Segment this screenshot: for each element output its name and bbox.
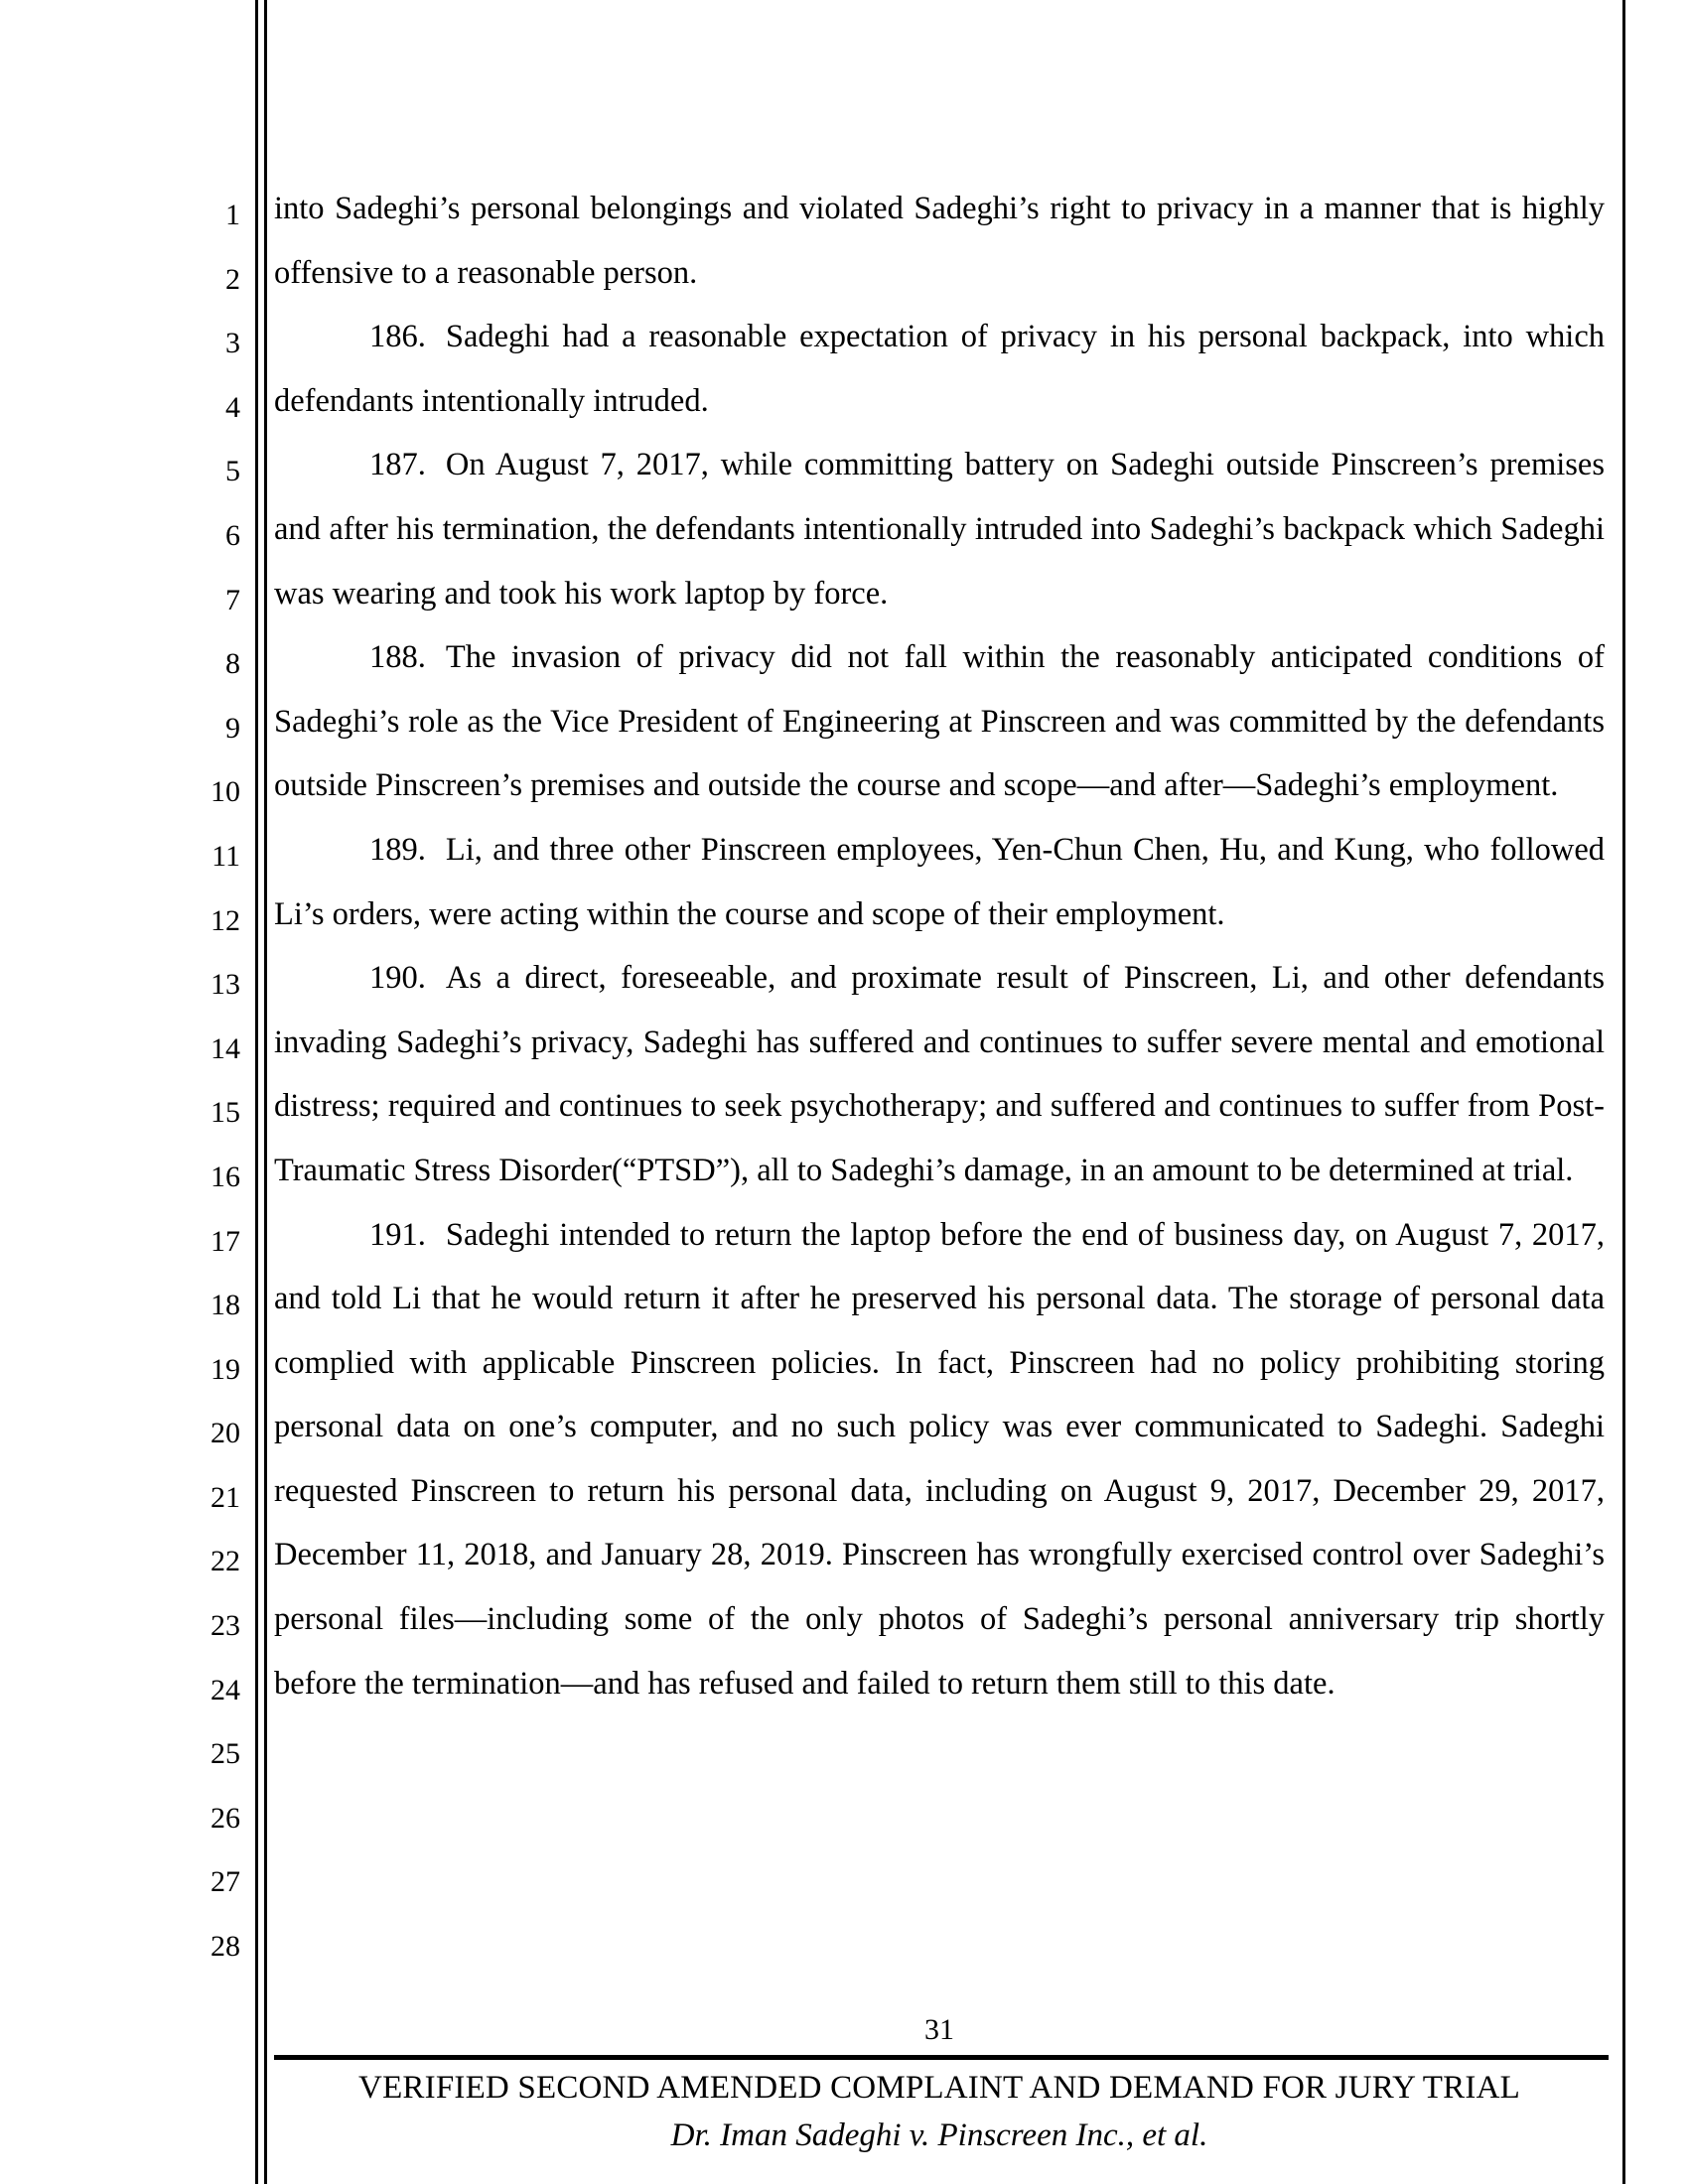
paragraph-189-text: Li, and three other Pinscreen employees, Yen-Chun Chen, Hu, and Kung, who followed Li’s orders, were acting within the course and scope of their employment. xyxy=(274,831,1605,932)
line-number: 8 xyxy=(225,647,240,681)
line-number: 11 xyxy=(211,839,240,873)
paragraph-191 xyxy=(274,1203,1605,1716)
paragraph-number-186: 186. xyxy=(369,319,426,355)
pleading-right-margin-rule xyxy=(1622,0,1625,2184)
paragraph-number-187: 187. xyxy=(369,447,426,483)
pleading-body-column xyxy=(274,177,1605,1715)
line-number: 5 xyxy=(225,455,240,488)
paragraph-number-191: 191. xyxy=(369,1216,426,1253)
line-number: 24 xyxy=(211,1673,240,1706)
line-number: 26 xyxy=(211,1801,240,1835)
line-number: 1 xyxy=(225,199,240,231)
line-number: 4 xyxy=(225,390,240,424)
line-number: 6 xyxy=(225,518,240,552)
line-number: 16 xyxy=(211,1160,240,1193)
line-number-gutter xyxy=(195,184,240,1979)
paragraph-191-text: Sadeghi intended to return the laptop before the end of business day, on August 7, 2017, and told Li that he would return it after he preserved his personal data. The storage of personal data complied with applicable Pinscreen policies. In fact, Pinscreen had no policy prohibiting storing personal data on one’s computer, and no such policy was ever communicated to Sadeghi. Sadeghi requested Pinscreen to return his personal data, including on August 9, 2017, December 29, 2017, December 11, 2018, and January 28, 2019. Pinscreen has wrongfully exercised control over Sadeghi’s personal files—including some of the only photos of Sadeghi’s personal anniversary trip shortly before the termination—and has refused and failed to return them still to this date. xyxy=(274,1216,1605,1702)
line-number: 9 xyxy=(225,711,240,745)
paragraph-continuation-text: into Sadeghi’s personal belongings and violated Sadeghi’s right to privacy in a manner that is highly offensive to a reasonable person. xyxy=(274,191,1605,291)
line-number: 12 xyxy=(211,903,240,937)
pleading-vertical-rule-inner xyxy=(255,0,258,2184)
paragraph-187-text: On August 7, 2017, while committing battery on Sadeghi outside Pinscreen’s premises and after his termination, the defendants intentionally intruded into Sadeghi’s backpack which Sadeghi was wearing and took his work laptop by force. xyxy=(274,447,1605,612)
paragraph-number-189: 189. xyxy=(369,831,426,868)
line-number: 28 xyxy=(211,1930,240,1964)
pleading-vertical-rule-outer xyxy=(264,0,267,2184)
line-number: 21 xyxy=(211,1480,240,1514)
line-number: 7 xyxy=(225,583,240,616)
line-number: 3 xyxy=(225,327,240,360)
paragraph-186 xyxy=(274,305,1605,433)
paragraph-189 xyxy=(274,818,1605,946)
paragraph-186-text: Sadeghi had a reasonable expectation of privacy in his personal backpack, into which defendants intentionally intruded. xyxy=(274,319,1605,419)
line-number: 15 xyxy=(211,1096,240,1130)
line-number: 10 xyxy=(211,775,240,809)
paragraph-continuation xyxy=(274,177,1605,305)
footer-case-caption: Dr. Iman Sadeghi v. Pinscreen Inc., et al. xyxy=(670,2117,1208,2153)
line-number: 2 xyxy=(225,262,240,296)
footer-document-title: VERIFIED SECOND AMENDED COMPLAINT AND DEMAND FOR JURY TRIAL xyxy=(358,2070,1520,2106)
line-number: 18 xyxy=(211,1289,240,1322)
page-number: 31 xyxy=(924,2013,954,2046)
line-number: 13 xyxy=(211,968,240,1002)
line-number: 22 xyxy=(211,1545,240,1578)
line-number: 17 xyxy=(211,1224,240,1258)
paragraph-number-188: 188. xyxy=(369,639,426,676)
line-number: 14 xyxy=(211,1031,240,1065)
paragraph-number-190: 190. xyxy=(369,960,426,997)
paragraph-188 xyxy=(274,625,1605,818)
line-number: 25 xyxy=(211,1737,240,1771)
paragraph-188-text: The invasion of privacy did not fall within the reasonably anticipated conditions of Sadeghi’s role as the Vice President of Engineering at Pinscreen and was committed by the defendants outside Pinscreen’s premises and outside the course and scope—and after—Sadeghi’s employment. xyxy=(274,639,1605,804)
paragraph-187 xyxy=(274,433,1605,625)
paragraph-190 xyxy=(274,946,1605,1202)
line-number: 23 xyxy=(211,1609,240,1643)
footer-divider xyxy=(274,2055,1609,2060)
paragraph-190-text: As a direct, foreseeable, and proximate result of Pinscreen, Li, and other defendants invading Sadeghi’s privacy, Sadeghi has suffered and continues to suffer severe mental and emotional distress; required and continues to seek psychotherapy; and suffered and continues to suffer from Post-Traumatic Stress Disorder(“PTSD”), all to Sadeghi’s damage, in an amount to be determined at trial. xyxy=(274,960,1605,1188)
line-number: 20 xyxy=(211,1417,240,1450)
line-number: 27 xyxy=(211,1865,240,1899)
line-number: 19 xyxy=(211,1352,240,1386)
